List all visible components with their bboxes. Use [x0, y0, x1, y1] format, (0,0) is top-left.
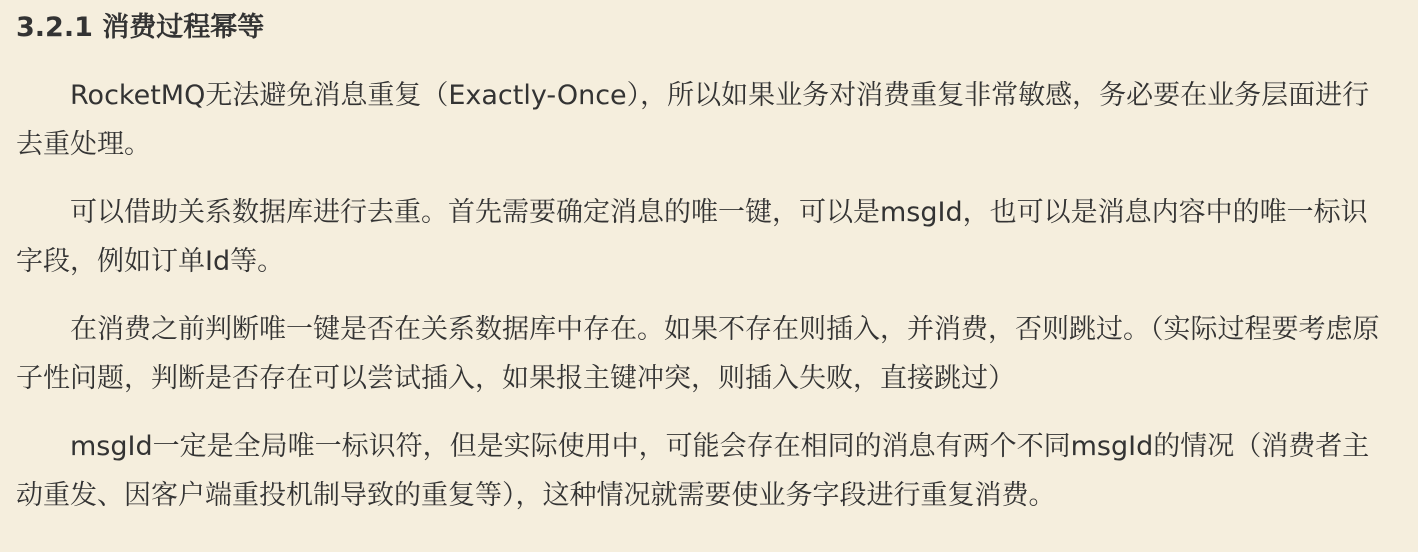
paragraph-msgid-note: msgId一定是全局唯一标识符，但是实际使用中，可能会存在相同的消息有两个不同msgId的情况（消费者主动重发、因客户端重投机制导致的重复等），这种情况就需要使业务字段进行重复消费。: [16, 431, 1370, 511]
paragraph-relational-db: 可以借助关系数据库进行去重。首先需要确定消息的唯一键，可以是msgId，也可以是消息内容中的唯一标识字段，例如订单Id等。: [16, 197, 1368, 277]
paragraph-check-before-consume: 在消费之前判断唯一键是否在关系数据库中存在。如果不存在则插入，并消费，否则跳过。（实际过程要考虑原子性问题，判断是否存在可以尝试插入，如果报主键冲突，则插入失败，直接跳过）: [16, 314, 1380, 394]
paragraph-dedup-intro: RocketMQ无法避免消息重复（Exactly-Once），所以如果业务对消费重复非常敏感，务必要在业务层面进行去重处理。: [16, 80, 1370, 160]
section-title: 3.2.1 消费过程幂等: [16, 12, 265, 43]
